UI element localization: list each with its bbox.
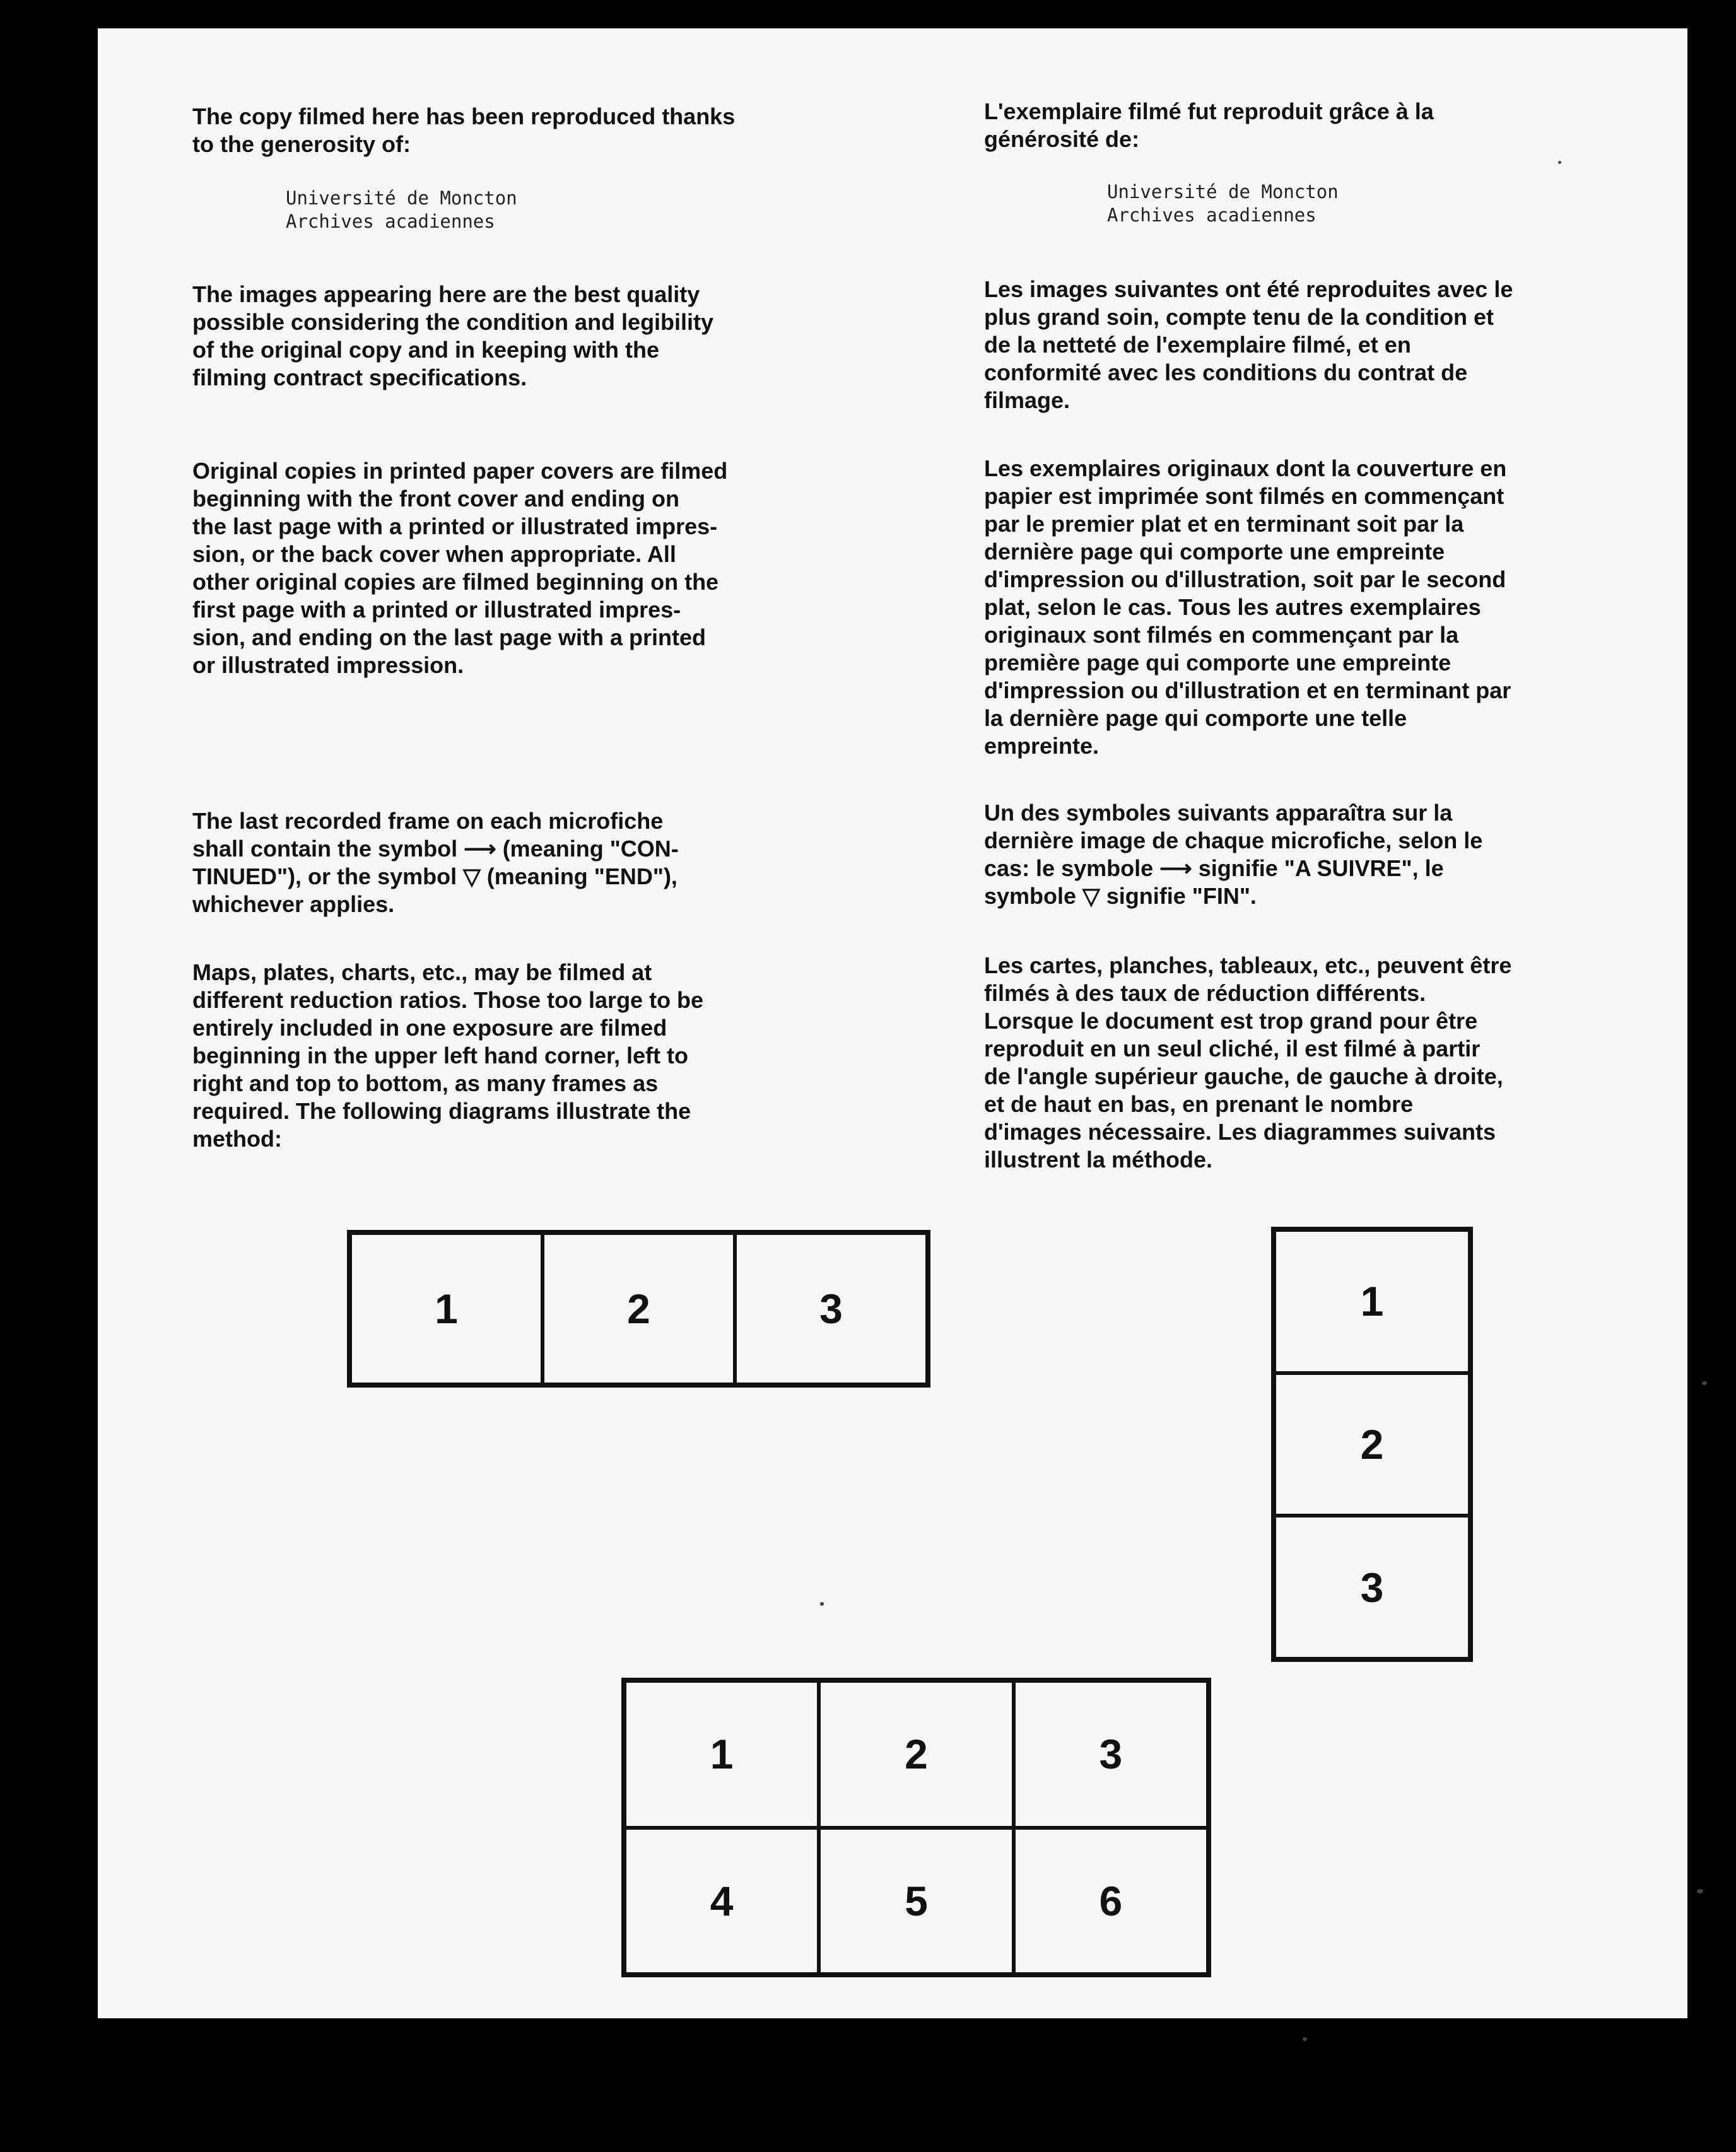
- scan-speck: [1702, 1381, 1707, 1385]
- quality-fr: Les images suivantes ont été reproduites avec le plus grand soin, compte tenu de la condition et de la netteté de l'exemplaire filmé, et en conformité avec les conditions du contrat de filmage.: [984, 276, 1513, 413]
- institution-fr: Université de Moncton Archives acadiennes: [1107, 181, 1339, 226]
- frame: 3: [1274, 1516, 1470, 1659]
- frame: 2: [1274, 1373, 1470, 1516]
- maps-en: Maps, plates, charts, etc., may be filmed at different reduction ratios. Those too large to be entirely included in one exposure are filmed beginning in the upper left hand corner, left to right and top to bottom, as many frames as required. The following diagrams illustrate the method:: [192, 959, 704, 1152]
- covers-fr: Les exemplaires originaux dont la couverture en papier est imprimée sont filmés en commençant par le premier plat et en terminant soit par la dernière page qui comporte une empreinte d'impression ou d'illustration, soit par le second plat, selon le cas. Tous les autres exemplaires originaux sont filmés en commençant par la première page qui comporte une empreinte d'impression ou d'illustration et en terminant par la dernière page qui comporte une telle empreinte.: [984, 455, 1511, 759]
- frame: 6: [1014, 1828, 1208, 1975]
- maps-fr: Les cartes, planches, tableaux, etc., peuvent être filmés à des taux de réduction différents. Lorsque le document est trop grand pour être reproduit en un seul cliché, il est filmé à partir de l'angle supérieur gauche, de gauche à droite, et de haut en bas, en prenant le nombre d'images nécessaire. Les diagrammes suivants illustrent la méthode.: [984, 952, 1512, 1172]
- frame: 1: [1274, 1230, 1470, 1373]
- frame: 5: [819, 1828, 1013, 1975]
- horizontal-frames-diagram: [347, 1230, 930, 1388]
- grid-frames-diagram: [621, 1678, 1211, 1977]
- scan-speck: [1558, 161, 1561, 164]
- quality-en: The images appearing here are the best quality possible considering the condition and legibility of the original copy and in keeping with the filming contract specifications.: [192, 281, 714, 390]
- frame: 1: [625, 1681, 819, 1828]
- document-page: [98, 28, 1687, 2018]
- frame: 1: [350, 1233, 542, 1384]
- frame: 3: [735, 1233, 927, 1384]
- frame: 3: [1014, 1681, 1208, 1828]
- frame: 4: [625, 1828, 819, 1975]
- covers-en: Original copies in printed paper covers are filmed beginning with the front cover and ending on the last page with a printed or illustrated impres- sion, or the back cover when appropriate. All other original copies are filmed beginning on the first page with a printed or illustrated impres- sion, and ending on the last page with a printed or illustrated impression.: [192, 458, 728, 678]
- symbols-fr: Un des symboles suivants apparaîtra sur la dernière image de chaque microfiche, selon le cas: le symbole ⟶ signifie "A SUIVRE", le symbole ▽ signifie "FIN".: [984, 800, 1483, 909]
- thanks-en: The copy filmed here has been reproduced thanks to the generosity of:: [192, 103, 736, 157]
- vertical-frames-diagram: [1271, 1227, 1473, 1662]
- institution-en: Université de Moncton Archives acadiennes: [286, 187, 517, 232]
- frame: 2: [819, 1681, 1013, 1828]
- scan-speck: [820, 1602, 824, 1606]
- thanks-fr: L'exemplaire filmé fut reproduit grâce à la générosité de:: [984, 98, 1434, 152]
- scan-speck: [1697, 1889, 1703, 1893]
- frame: 2: [542, 1233, 735, 1384]
- scan-speck: [1303, 2037, 1307, 2041]
- symbols-en: The last recorded frame on each microfiche shall contain the symbol ⟶ (meaning "CON- TINUED"), or the symbol ▽ (meaning "END"), whichever applies.: [192, 808, 679, 917]
